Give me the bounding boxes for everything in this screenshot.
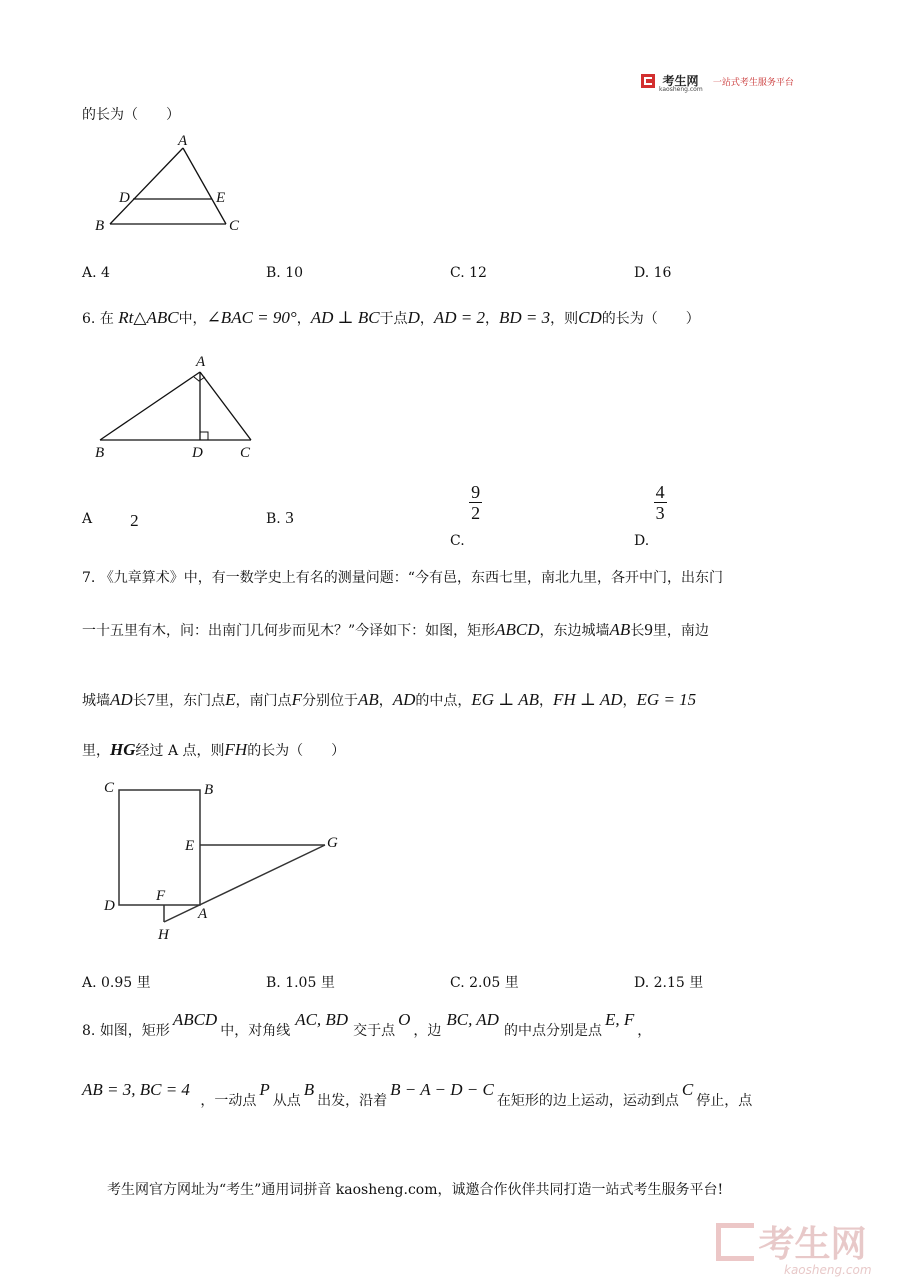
q5-side-ab [110, 148, 183, 224]
q6-option-c[interactable]: C. $\frac{9}{2}$ [450, 482, 481, 549]
q6-right-triangle-diagram [88, 350, 268, 465]
q6-label-b: B [95, 445, 105, 461]
q7-segment-hg [164, 845, 325, 922]
q6-option-a[interactable]: A 2 [82, 511, 139, 530]
header-logo [641, 72, 794, 93]
q7-rectangle-diagram [98, 775, 358, 945]
q5-triangle-diagram [88, 130, 258, 240]
q6-number: 6. [82, 311, 96, 327]
q7-line-2: 一十五里有木，问：出南门几何步而见木？”今译如下：如图，矩形ABCD，东边城墙AB长9里，南边 [82, 620, 709, 639]
footer-notice: 考生网官方网址为“考生”通用词拼音 kaosheng.com，诚邀合作伙伴共同打造一站式考生服务平台! [107, 1182, 724, 1198]
q8-line-1: 8. 如图，矩形ABCD中，对角线AC, BD交于点O，边BC, AD的中点分别是点E, F， [82, 1010, 652, 1039]
q5-label-e: E [216, 190, 226, 206]
q7-line-3: 城墙AD长7里，东门点E，南门点F分别位于AB，AD的中点，EG ⊥ AB，FH ⊥ AD，EG = 15 [82, 690, 697, 709]
q5-option-d[interactable]: D. 16 [634, 265, 672, 281]
q6-option-c-fraction: $\frac{9}{2}$ [471, 482, 481, 523]
header-logo-domain: kaosheng.com [659, 86, 703, 93]
q6-side-ab [100, 372, 200, 440]
watermark-logo-icon [716, 1223, 754, 1261]
q6-option-d-fraction: $\frac{4}{3}$ [655, 482, 665, 523]
q6-label-d: D [192, 445, 203, 461]
q7-label-c: C [104, 780, 115, 796]
q7-option-c[interactable]: C. 2.05 里 [450, 975, 519, 991]
header-slogan: 一站式考生服务平台 [712, 78, 794, 88]
q6-option-b[interactable]: B. 3 [266, 508, 294, 527]
q7-label-h: H [158, 927, 169, 943]
q8-number: 8. [82, 1023, 96, 1039]
q5-label-d: D [119, 190, 130, 206]
q7-option-b[interactable]: B. 1.05 里 [266, 975, 335, 991]
watermark-domain: kaosheng.com [784, 1263, 872, 1277]
q6-stem: 6. 在 Rt△ABC中，∠BAC = 90°，AD ⊥ BC于点D，AD = 2，BD = 3，则CD的长为（ ） [82, 308, 700, 327]
q7-number: 7. [82, 570, 96, 586]
q6-label-c: C [240, 445, 251, 461]
q5-side-ac [183, 148, 226, 224]
q6-option-d[interactable]: D. $\frac{4}{3}$ [634, 482, 665, 549]
q5-label-b: B [95, 218, 105, 234]
q7-label-f: F [156, 888, 166, 904]
q7-option-a[interactable]: A. 0.95 里 [82, 975, 151, 991]
q5-option-a[interactable]: A. 4 [82, 265, 110, 281]
q7-label-b: B [204, 782, 214, 798]
q6-side-ac [200, 372, 251, 440]
watermark [716, 1216, 872, 1277]
q6-label-a: A [196, 354, 206, 370]
q5-option-c[interactable]: C. 12 [450, 265, 487, 281]
q5-label-a: A [178, 133, 188, 149]
q7-line-4: 里，HG经过 A 点，则FH的长为（ ） [82, 740, 346, 759]
watermark-text: 考生网 [758, 1224, 867, 1265]
q7-option-d[interactable]: D. 2.15 里 [634, 975, 704, 991]
q7-label-d: D [104, 898, 115, 914]
q5-stem-tail: 的长为（ ） [82, 107, 180, 123]
q7-label-g: G [327, 835, 338, 851]
q7-line-1: 7. 《九章算术》中，有一数学史上有名的测量问题：“今有邑，东西七里，南北九里，各开中门，出东门 [82, 570, 723, 586]
q8-line-2: AB = 3, BC = 4 ，一动点P从点B出发，沿着B − A − D − C在矩形的边上运动，运动到点C停止，点 [82, 1080, 753, 1109]
kaosheng-logo-icon [641, 74, 655, 88]
header-logo-text: 考生网 [662, 74, 699, 88]
q5-option-b[interactable]: B. 10 [266, 265, 304, 281]
q7-label-a: A [198, 906, 208, 922]
q5-label-c: C [229, 218, 240, 234]
q6-right-angle-d [200, 432, 208, 440]
q7-label-e: E [185, 838, 195, 854]
